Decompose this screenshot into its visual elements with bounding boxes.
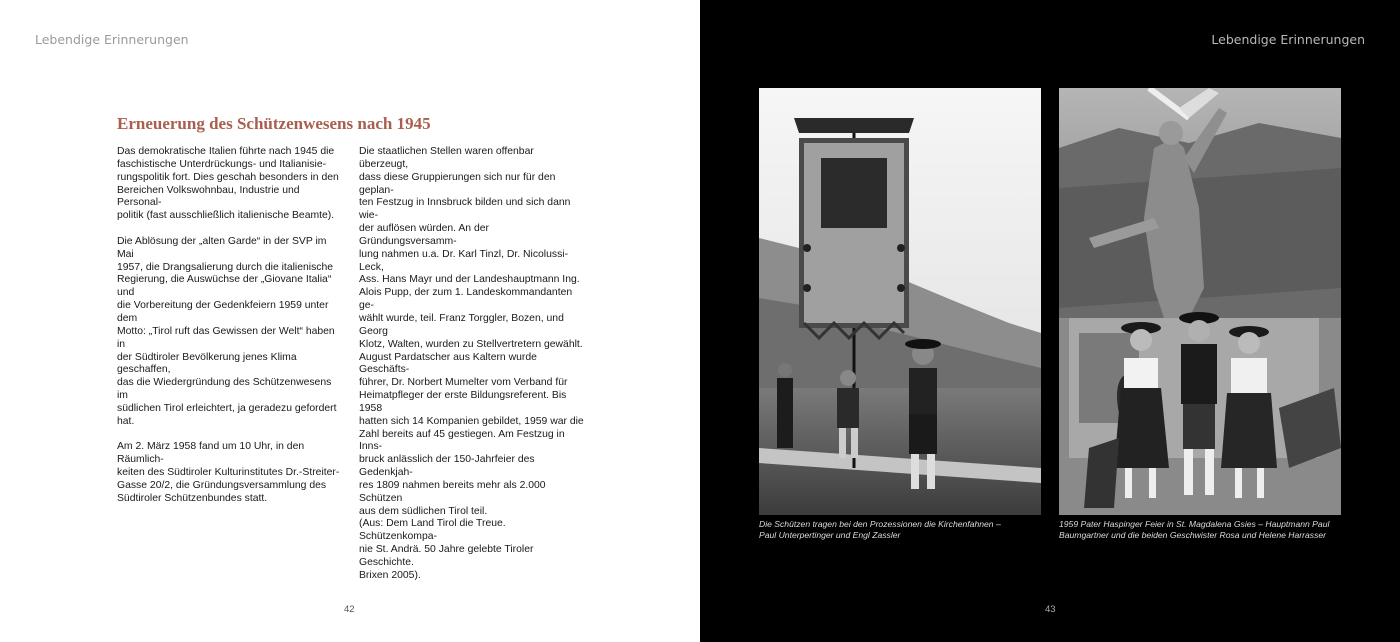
text-column-1 bbox=[117, 146, 343, 518]
running-header-left: Lebendige Erinnerungen bbox=[35, 32, 189, 47]
photo-caption-2: 1959 Pater Haspinger Feier in St. Magdalena Gsies – Hauptmann Paul Baumgartner und die beiden Geschwister Rosa und Helene Harrasser bbox=[1059, 519, 1330, 540]
page-number-right: 43 bbox=[1045, 604, 1056, 615]
paragraph: Die staatlichen Stellen waren offenbar überzeugt, dass diese Gruppierungen sich nur für den geplan- ten Festzug in Innsbruck bilden und sich dann wie- der auflösen würden. An der Gründungsversamm- lung nahmen u.a. Dr. Karl Tinzl, Dr. Nicolussi-Leck, Ass. Hans Mayr und der Landeshauptmann Ing. Alois Pupp, der zum 1. Landeskommandanten ge- wählt wurde, teil. Franz Torggler, Bozen, und Georg Klotz, Walten, wurden zu Stellvertretern gewählt. August Pardatscher aus Kaltern wurde Geschäfts- führer, Dr. Norbert Mumelter vom Verband für Heimatpfleger der erste Bildungsreferent. Bis 1958 hatten sich 14 Kompanien gebildet, 1959 war die Zahl bereits auf 45 gestiegen. Am Festzug in Inns- bruck anlässlich der 150-Jahrfeier des Gedenkjah- res 1809 nahmen bereits mehr als 2.000 Schützen aus dem südlichen Tirol teil. (Aus: Dem Land Tirol die Treue. Schützenkompa- nie St. Andrä. 50 Jahre gelebte Tiroler Geschichte. Brixen 2005). bbox=[359, 146, 584, 581]
right-page bbox=[700, 0, 1400, 642]
paragraph: Am 2. März 1958 fand um 10 Uhr, in den Räumlich- keiten des Südtiroler Kulturinstitutes Dr.-Streiter- Gasse 20/2, die Gründungsversammlung des Südtiroler Schützenbundes statt. bbox=[117, 441, 340, 504]
photo-procession-banner bbox=[759, 88, 1041, 515]
paragraph: Das demokratische Italien führte nach 1945 die faschistische Unterdrückungs- und Italianisie- rungspolitik fort. Dies geschah besonders in den Bereichen Volkswohnbau, Industrie und Personal- politik (fast ausschließlich italienische Beamte). bbox=[117, 146, 339, 222]
photo-haspinger-feier bbox=[1059, 88, 1341, 515]
photo-caption-1: Die Schützen tragen bei den Prozessionen die Kirchenfahnen – Paul Unterpertinger und Engl Zassler bbox=[759, 519, 1001, 540]
page-number-left: 42 bbox=[344, 604, 355, 615]
paragraph: Die Ablösung der „alten Garde“ in der SVP im Mai 1957, die Drangsalierung durch die italienische Regierung, die Auswüchse der „Giovane Italia“ und die Vorbereitung der Gedenkfeiern 1959 unter dem Motto: „Tirol ruft das Gewissen der Welt“ haben in der Südtiroler Bevölkerung jenes Klima geschaffen, das die Wiedergründung des Schützenwesens im südlichen Tirol erleichtert, ja geradezu gefordert hat. bbox=[117, 235, 337, 427]
running-header-right: Lebendige Erinnerungen bbox=[1211, 32, 1365, 47]
section-heading: Erneuerung des Schützenwesens nach 1945 bbox=[117, 114, 431, 133]
text-column-2 bbox=[359, 146, 585, 596]
